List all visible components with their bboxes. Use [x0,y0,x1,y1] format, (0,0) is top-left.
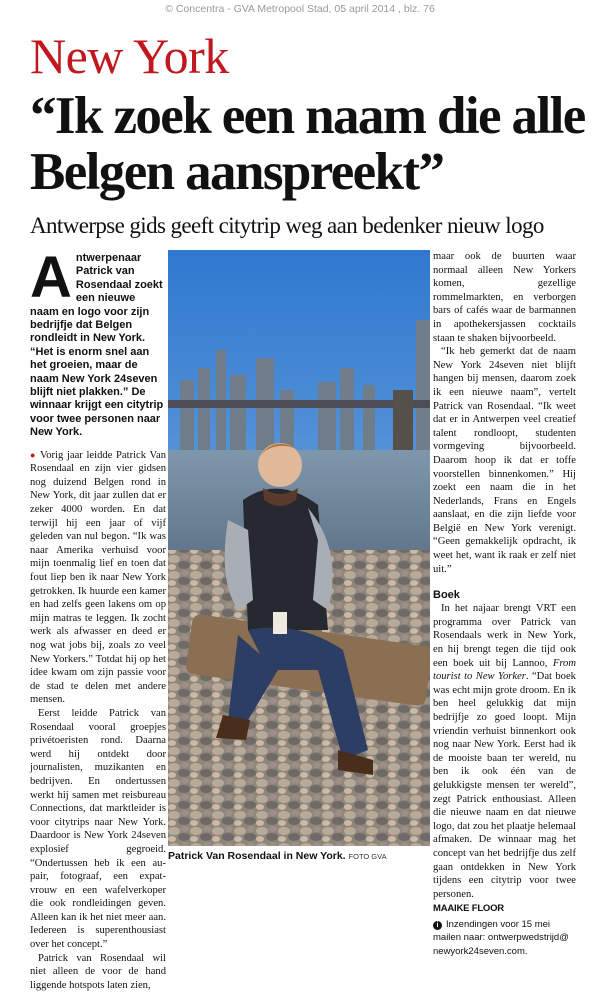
subtitle: Antwerpse gids geeft citytrip weg aan bedenker nieuw logo [30,213,544,238]
article-photo [168,250,430,846]
paragraph [30,449,166,707]
paragraph: maar ook de buurten waar normaal alleen New Yorkers komen, gezellige rommelmarkten, en verborgen bars of cafés waar de barmannen in apothekersjassen cocktails staan te shaken bijvoorbeeld. [433,251,576,344]
article-column-right [433,250,576,958]
lede-text: ntwerpenaar Patrick van Rosendaal zoekt een nieuwe naam en logo voor zijn bedrijfje dat Belgen rondleidt in New York. “Het is enorm snel aan het groeien, maar de naam New York 24seven blijft niet plakken.” De winnaar krijgt een citytrip voor twee personen naar New York. [30,252,164,439]
article-column-left [30,245,166,992]
lede [30,245,166,440]
photo-source: FOTO GVA [348,852,387,861]
paragraph [433,602,576,901]
caption-text: Patrick Van Rosendaal in New York. [168,850,346,862]
book-title: From tourist to New Yorker [433,657,576,683]
info-icon: i [433,921,442,930]
photo-image [168,250,430,846]
photo-caption [168,850,387,862]
paragraph: Patrick van Rosendaal wil niet alleen de voor de hand liggende hotspots laten zien, [30,952,166,991]
section-kicker: New York [30,28,229,84]
headline: “Ik zoek een naam die alle Belgen aanspreekt” [30,87,585,201]
info-box [433,918,576,959]
info-text: Inzendingen voor 15 mei mailen naar: ontwerpwedstrijd@ newyork24seven.com. [433,918,569,957]
paragraph-text: . “Dat boek was echt mijn grote droom. En ik ben heel gelukkig dat mijn bedrijfje zo goed loopt. Mijn vriendin verhuist binnenkort ook nog naar New York. Eerst had ik de mooiste baan ter wereld, nu ben ik ook één van de gelukkigste mensen ter wereld”, zegt Patrick enthousiast. Alleen die nieuwe naam en dat nieuwe logo, dat zou het plaatje helemaal afmaken. De winnaar mag het concept van het bedrijfje dus zelf gaan ontdekken in New York tijdens een citytrip voor twee personen. [433,671,576,900]
copyright-credit: © Concentra - GVA Metropool Stad, 05 april 2014 , blz. 76 [165,3,435,15]
paragraph: Eerst leidde Patrick van Rosendaal vooral groepjes privétoeristen rond. Daarna werd hij ontdekt door journalisten, muzikanten en bedrijven. En ondertussen werkt hij samen met reisbureau Connections, dat marktleider is voor citytrips naar New York. Daardoor is New York 24seven explosief gegroeid. “Ondertussen heb ik een au-pair, fotograaf, een expat-vrouw en een wafelverkoper die ook rondleidingen geven. Alleen kan ik het niet meer aan. Iedereen is superenthousiast over het concept.” [30,707,166,951]
paragraph: “Ik heb gemerkt dat de naam New York 24seven niet blijft hangen bij mensen, daarom zoek ik een nieuwe naam”, vertelt Patrick van Rosendaal. “Ik weet dat er in Antwerpen veel creatief talent rondloopt, studenten vormgeving bijvoorbeeld. Daarom hoop ik dat er toffe voorstellen binnenkomen.” Hij zoekt een naam die in het Nederlands, Frans en Engels aanslaat, en die zijn liefde voor België en New York verenigt. “Geen gemakkelijk opdracht, ik weet het, want ik raak er zelf niet uit.” [433,346,576,575]
bullet-icon: ● [30,449,37,460]
author-byline: MAAIKE FLOOR [433,903,504,915]
drop-cap: A [30,245,72,310]
subheading-boek: Boek [433,589,460,602]
paragraph-text: In het najaar brengt VRT een programma over Patrick van Rosendaals werk in New York, en hij brengt tegen die tijd ook een boek uit bij Lannoo, [433,603,576,669]
paragraph-text: Vorig jaar leidde Patrick Van Rosendaal en zijn vier gidsen nog duizend Belgen rond in New York, dit jaar zullen dat er zeker 4000 worden. En dat terwijl hij een jaar of vijf geleden van nul begon. “Ik was naar Amerika verhuisd voor mijn toenmalig lief en toen dat fout liep ben ik naar New York getrokken. Ik huurde een kamer en had zelfs geen lakens om op mijn matras te leggen. Ik zocht werk als afwasser en deed er nog wat jobs bij, zoals zo veel New Yorkers.” Totdat hij op het idee kwam om zijn passie voor de stad te delen met andere mensen. [30,449,166,706]
